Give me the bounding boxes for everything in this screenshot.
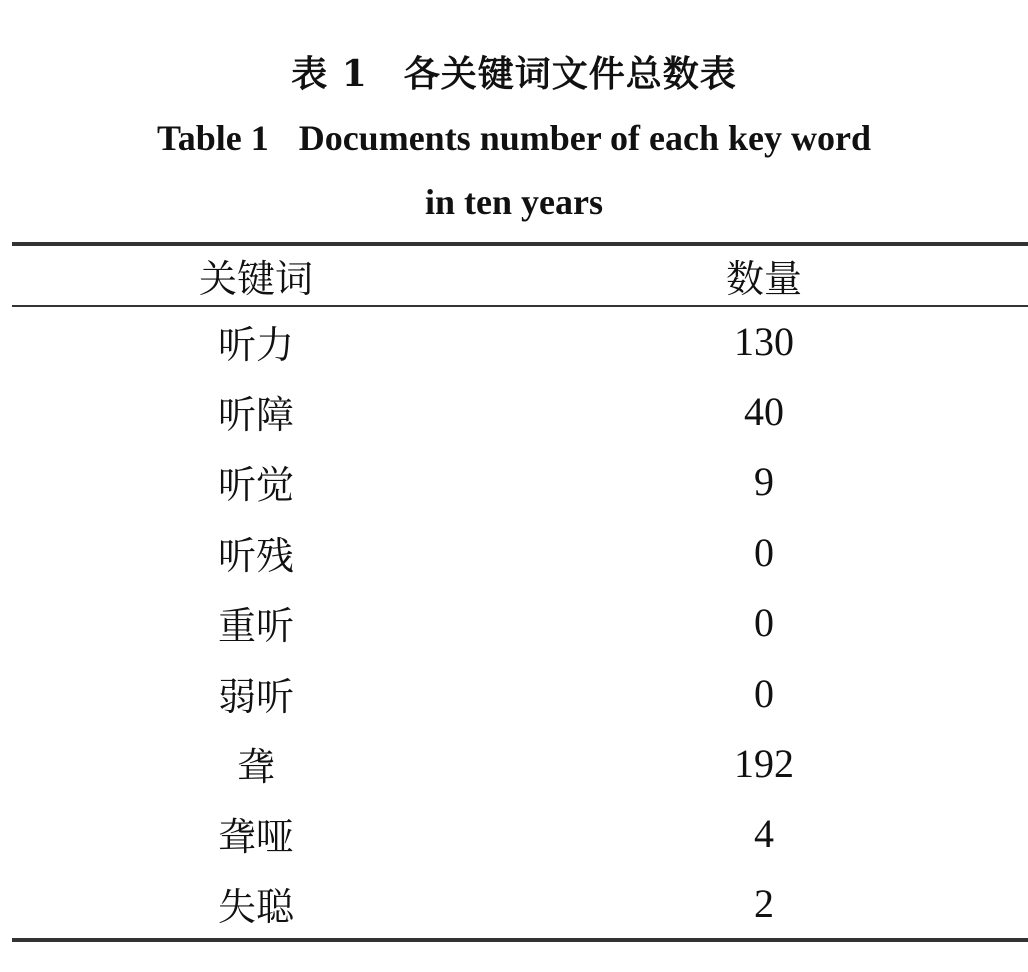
count-cell: 9 bbox=[754, 458, 774, 504]
keyword-cell: 听觉 bbox=[217, 462, 294, 507]
table-header-row bbox=[12, 246, 1028, 305]
count-cell: 0 bbox=[754, 529, 774, 575]
table-row bbox=[12, 728, 1028, 798]
header-count: 数量 bbox=[725, 257, 802, 301]
table-row bbox=[12, 868, 1028, 938]
header-keyword: 关键词 bbox=[198, 257, 313, 301]
table-row bbox=[12, 587, 1028, 657]
caption-title-en-line1: Documents number of each key word bbox=[298, 118, 872, 158]
keyword-cell: 听残 bbox=[217, 533, 294, 578]
keyword-cell: 弱听 bbox=[217, 674, 294, 719]
count-cell: 0 bbox=[754, 670, 774, 716]
keyword-cell: 聋哑 bbox=[217, 814, 294, 859]
count-cell: 0 bbox=[754, 599, 774, 645]
table-row bbox=[12, 517, 1028, 587]
caption-label-en: Table 1 bbox=[156, 118, 269, 158]
table-bottom-rule bbox=[12, 938, 1028, 942]
keyword-cell: 听障 bbox=[217, 392, 294, 437]
count-cell: 40 bbox=[744, 388, 784, 434]
count-cell: 130 bbox=[734, 318, 794, 364]
keyword-cell: 失聪 bbox=[217, 884, 294, 929]
table-row bbox=[12, 798, 1028, 868]
keyword-cell: 聋 bbox=[236, 744, 275, 789]
table-caption-english-line1 bbox=[0, 112, 1028, 164]
count-cell: 2 bbox=[754, 880, 774, 926]
count-cell: 192 bbox=[734, 740, 794, 786]
caption-label-cn: 表 1 bbox=[291, 53, 368, 95]
count-cell: 4 bbox=[754, 810, 774, 856]
caption-title-en-line2: in ten years bbox=[425, 182, 603, 222]
table-row bbox=[12, 376, 1028, 446]
table-row bbox=[12, 306, 1028, 376]
keyword-cell: 听力 bbox=[217, 322, 294, 367]
table-caption-chinese bbox=[0, 46, 1028, 102]
caption-title-cn: 各关键词文件总数表 bbox=[403, 53, 737, 95]
table-row bbox=[12, 446, 1028, 516]
keyword-cell: 重听 bbox=[217, 603, 294, 648]
table-caption-english-line2 bbox=[0, 176, 1028, 228]
table-row bbox=[12, 658, 1028, 728]
